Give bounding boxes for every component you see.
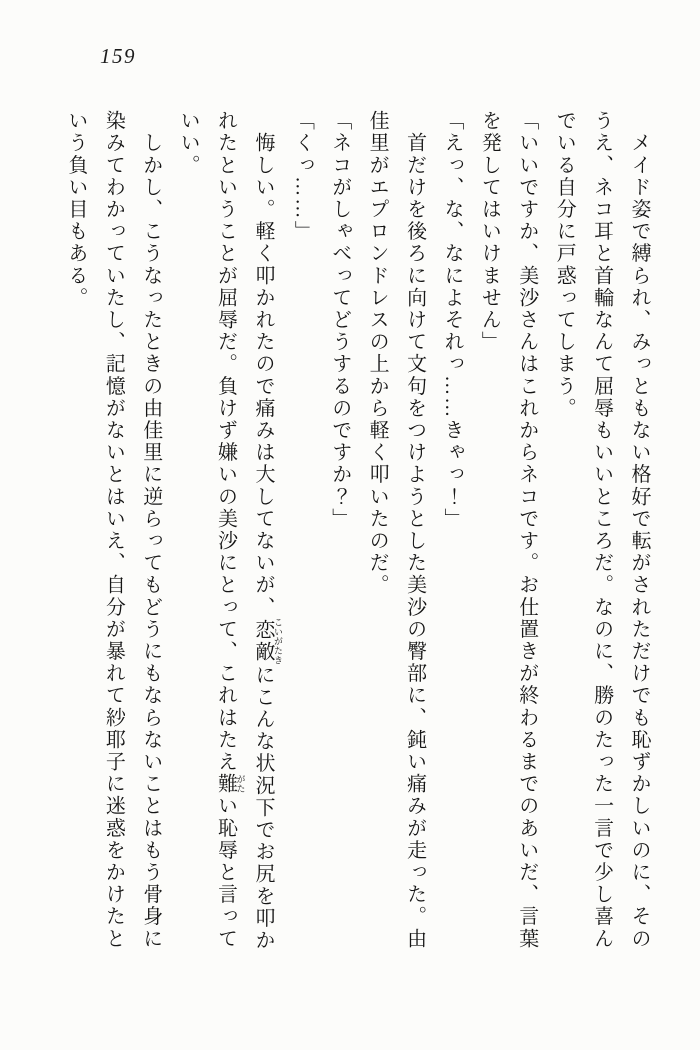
- paragraph: しかし、こうなったときの由佳里に逆らってもどうにもならないことはもう骨身に染みてわかっていたし、記憶がないとはいえ、自分が暴れて紗耶子に迷惑をかけたという負い目もある。: [64, 110, 162, 950]
- paragraph: メイド姿で縛られ、みっともない格好で転がされただけでも恥ずかしいのに、そのうえ、ネコ耳と首輪なんて屈辱もいいところだ。なのに、勝のたった一言で少し喜んでいる自分に戸惑ってしまう。: [553, 110, 650, 950]
- body-text: [57, 110, 658, 952]
- paragraph: 「ネコがしゃべってどうするのですか？」: [328, 110, 351, 530]
- ruby-annotated-word: 難 がた: [214, 773, 246, 796]
- paragraph: 「いいですか、美沙さんはこれからネコです。お仕置きが終わるまでのあいだ、言葉を発してはいけません」: [478, 110, 538, 950]
- furigana: こいがたき: [272, 617, 283, 665]
- page-number: 159: [100, 44, 136, 68]
- paragraph: 「えっ、な、なによそれっ……きゃっ！」: [440, 110, 463, 530]
- paragraph: 「くっ……」: [291, 110, 314, 243]
- paragraph: 悔しい。軽く叩かれたので痛みは大してないが、恋敵 こいがたきにこんな状況下でお尻を叩かれたということが屈辱だ。負けず嫌いの美沙にとって、これはたえ難 がたい恥辱と言っていい。: [177, 110, 283, 952]
- ruby-annotated-word: 恋敵 こいがたき: [251, 617, 283, 665]
- paragraph: 首だけを後ろに向けて文句をつけようとした美沙の臀部に、鈍い痛みが走った。由佳里がエプロンドレスの上から軽く叩いたのだ。: [366, 110, 426, 950]
- furigana: がた: [235, 773, 246, 796]
